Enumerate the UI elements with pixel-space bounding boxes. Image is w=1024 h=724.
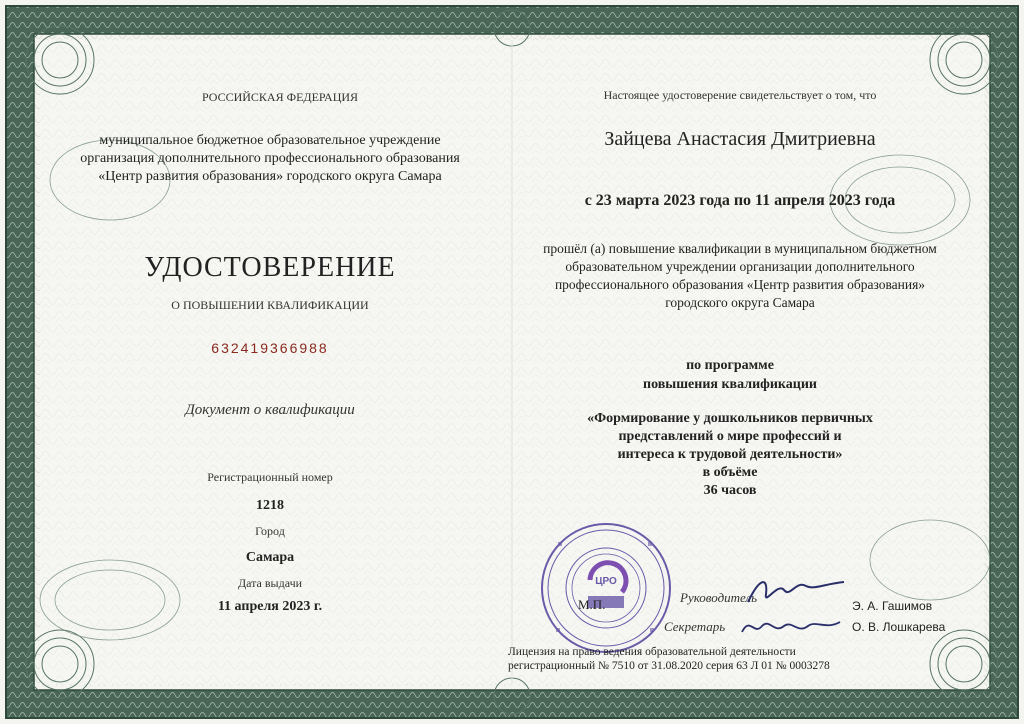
issue-date: 11 апреля 2023 г.	[217, 599, 323, 614]
program-type	[560, 356, 900, 394]
city: Самара	[245, 550, 295, 565]
secretary-signature	[736, 608, 846, 642]
reg-number: 1218	[256, 498, 284, 513]
training-statement	[520, 240, 960, 312]
statement-line-3: профессионального образования «Центр развития образования»	[554, 277, 926, 292]
document-type: Документ о квалификации	[185, 402, 355, 418]
volume-line-2: 36 часов	[703, 483, 757, 498]
serial-number: 632419366988	[211, 340, 329, 356]
statement-line-2: образовательном учреждении организации дополнительного	[565, 259, 915, 274]
org-line-2: организация дополнительного профессионального образования	[80, 151, 460, 166]
secretary-name: О. В. Лошкарева	[852, 620, 946, 634]
document-subtitle: О ПОВЫШЕНИИ КВАЛИФИКАЦИИ	[171, 298, 369, 312]
volume-line-1: в объёме	[702, 465, 758, 480]
certificate-intro: Настоящее удостоверение свидетельствует о том, что	[603, 88, 877, 102]
reg-number-label: Регистрационный номер	[207, 470, 333, 484]
city-label: Город	[255, 524, 285, 538]
training-period: с 23 марта 2023 года по 11 апреля 2023 года	[584, 192, 896, 209]
stamp-logo-text: ЦРО	[595, 576, 617, 587]
official-stamp	[538, 520, 674, 656]
country-label: РОССИЙСКАЯ ФЕДЕРАЦИЯ	[201, 90, 359, 104]
issue-date-label: Дата выдачи	[237, 576, 303, 590]
statement-line-4: городского округа Самара	[665, 295, 815, 310]
issuer-organization	[60, 132, 480, 186]
course-line-2: представлений о мире профессий и	[618, 429, 842, 444]
document-title: УДОСТОВЕРЕНИЕ	[144, 252, 396, 283]
director-label: Руководитель	[680, 590, 758, 605]
course-title	[530, 410, 930, 500]
license-info	[508, 645, 830, 673]
director-signature	[740, 572, 850, 612]
director-name: Э. А. Гашимов	[852, 599, 933, 613]
seal-place-label: М.П.	[578, 597, 606, 612]
program-line-1: по программе	[686, 358, 774, 373]
recipient-name: Зайцева Анастасия Дмитриевна	[604, 128, 876, 150]
course-line-1: «Формирование у дошкольников первичных	[587, 411, 873, 426]
org-line-3: «Центр развития образования» городского округа Самара	[98, 169, 442, 184]
org-line-1: муниципальное бюджетное образовательное учреждение	[99, 133, 441, 148]
secretary-label: Секретарь	[664, 619, 726, 634]
statement-line-1: прошёл (а) повышение квалификации в муниципальном бюджетном	[543, 241, 937, 256]
program-line-2: повышения квалификации	[643, 377, 817, 392]
course-line-3: интереса к трудовой деятельности»	[617, 447, 843, 462]
license-line-2: регистрационный № 7510 от 31.08.2020 серия 63 Л 01 № 0003278	[508, 660, 830, 672]
license-line-1: Лицензия на право ведения образовательной деятельности	[508, 646, 796, 658]
